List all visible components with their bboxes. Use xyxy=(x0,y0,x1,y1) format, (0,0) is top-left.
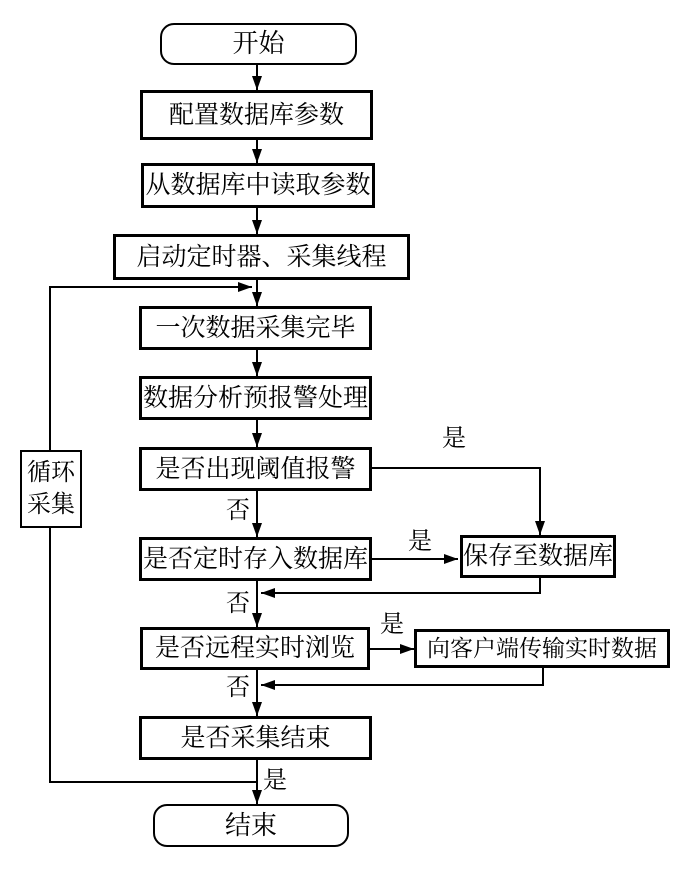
node-decision-collection-end: 是否采集结束 xyxy=(139,716,372,760)
edge-label-no-remote-view: 否 xyxy=(226,675,250,701)
edge-label-no-threshold: 否 xyxy=(226,498,250,524)
edge-loop-back xyxy=(50,287,257,782)
loop-label-line2: 采集 xyxy=(27,492,75,518)
node-save-to-db: 保存至数据库 xyxy=(460,535,616,578)
node-read-params-from-db: 从数据库中读取参数 xyxy=(141,163,375,208)
node-start-timer-thread: 启动定时器、采集线程 xyxy=(113,234,410,280)
loop-label-line1: 循环 xyxy=(27,460,75,486)
node-decision-remote-view: 是否远程实时浏览 xyxy=(140,627,370,670)
node-send-realtime-to-client: 向客户端传输实时数据 xyxy=(414,629,670,668)
edge-label-yes-timed-save: 是 xyxy=(408,529,432,555)
node-decision-timed-save: 是否定时存入数据库 xyxy=(139,537,372,581)
node-decision-threshold-alarm: 是否出现阈值报警 xyxy=(139,447,372,491)
edge-label-yes-threshold: 是 xyxy=(442,426,466,452)
node-end: 结束 xyxy=(153,804,349,847)
node-configure-db-params: 配置数据库参数 xyxy=(140,90,373,140)
node-loop-collection-label xyxy=(20,450,82,528)
node-collection-done: 一次数据采集完毕 xyxy=(139,306,372,350)
edge-label-no-timed-save: 否 xyxy=(226,591,250,617)
edge-threshold-yes xyxy=(372,468,540,535)
edge-label-yes-remote-view: 是 xyxy=(380,612,404,638)
node-analyze-prealarm: 数据分析预报警处理 xyxy=(139,376,372,420)
edge-label-yes-collection-end: 是 xyxy=(263,768,287,794)
node-start: 开始 xyxy=(160,23,357,65)
